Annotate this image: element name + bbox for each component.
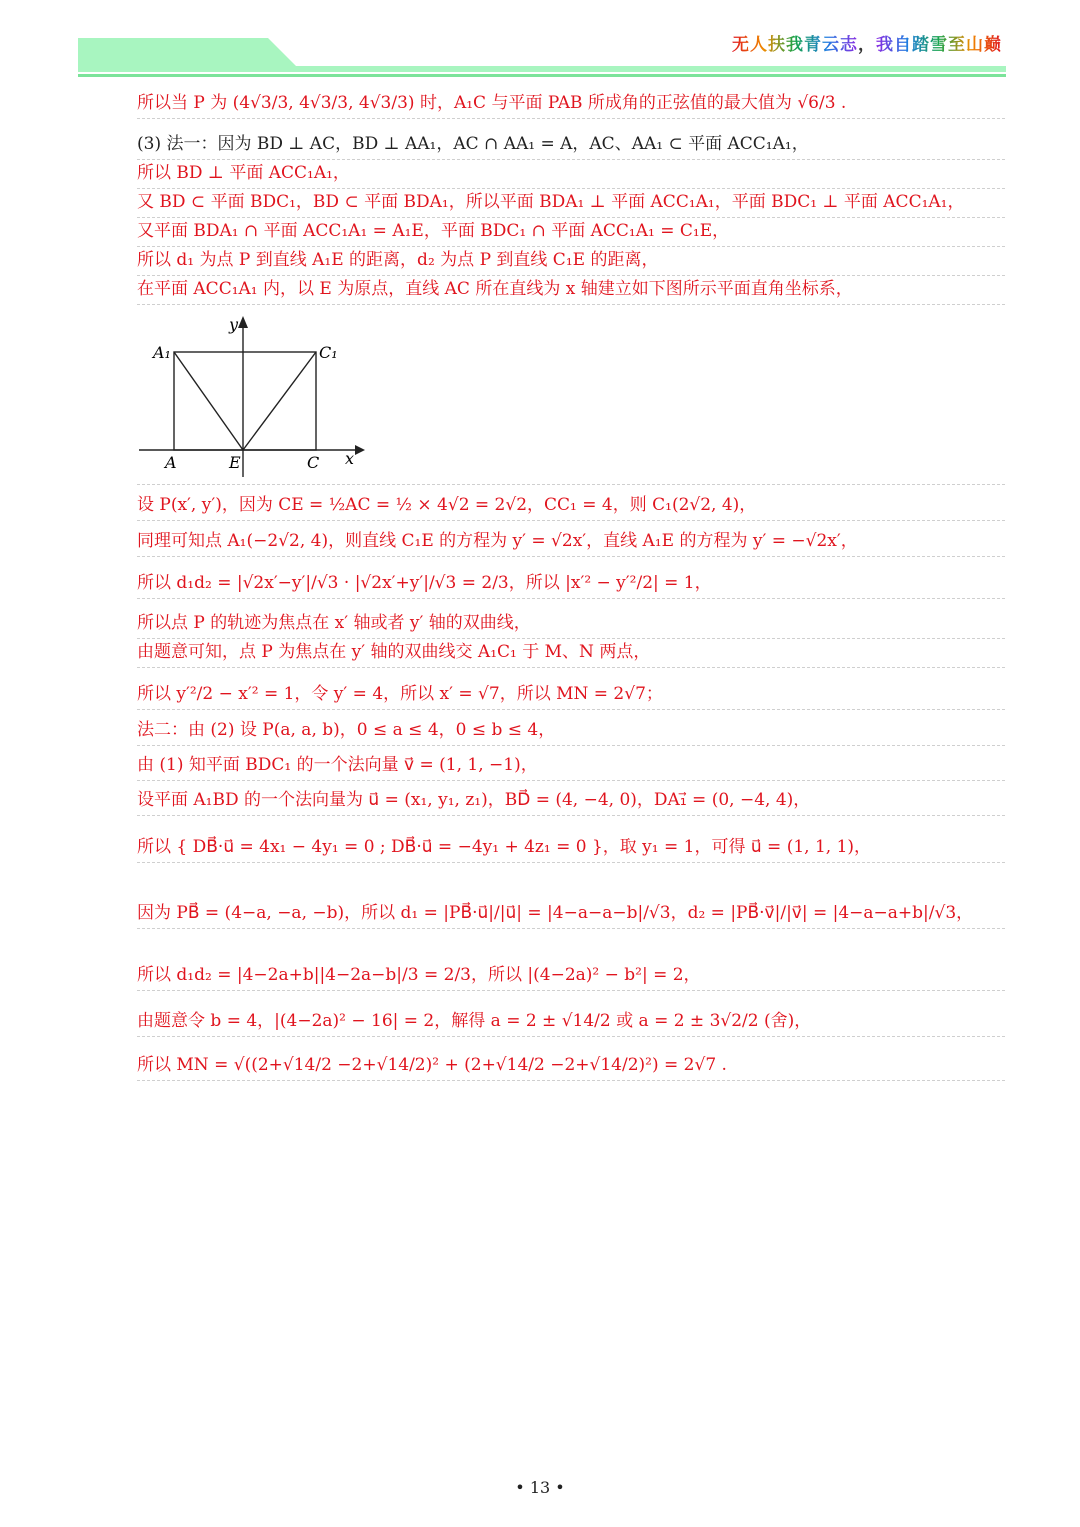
label-a: A	[165, 453, 177, 472]
solution-line: 所以 d₁ 为点 P 到直线 A₁E 的距离，d₂ 为点 P 到直线 C₁E 的距离，	[137, 249, 1005, 276]
rectangle-acc1a1	[174, 352, 316, 450]
solution-line: 因为 PB⃗ = (4−a, −a, −b)，所以 d₁ = |PB⃗·u⃗|/|u⃗| = |4−a−a−b|/√3，d₂ = |PB⃗·v⃗|/|v⃗| = |4−a−a+b|/√3，	[137, 902, 1005, 929]
label-x: x	[345, 449, 355, 468]
page-number: • 13 •	[515, 1478, 565, 1497]
solution-line: 所以点 P 的轨迹为焦点在 x′ 轴或者 y′ 轴的双曲线，	[137, 612, 1005, 639]
coordinate-figure	[137, 312, 367, 482]
line-a1e	[174, 352, 243, 450]
solution-line: 由 (1) 知平面 BDC₁ 的一个法向量 v⃗ = (1, 1, −1)，	[137, 754, 1005, 781]
solution-line: 同理可知点 A₁(−2√2, 4)，则直线 C₁E 的方程为 y′ = √2x′，直线 A₁E 的方程为 y′ = −√2x′，	[137, 530, 1005, 557]
solution-line: 由题意可知，点 P 为焦点在 y′ 轴的双曲线交 A₁C₁ 于 M、N 两点，	[137, 641, 1005, 668]
solution-line: 设 P(x′, y′)，因为 CE = ½AC = ½ × 4√2 = 2√2，CC₁ = 4，则 C₁(2√2, 4)，	[137, 494, 1005, 521]
slogan-part1: 无人扶我青云志	[732, 35, 858, 55]
solution-line: 在平面 ACC₁A₁ 内，以 E 为原点，直线 AC 所在直线为 x 轴建立如下图所示平面直角坐标系，	[137, 278, 1005, 305]
solution-line: 法二：由 (2) 设 P(a, a, b)，0 ≤ a ≤ 4，0 ≤ b ≤ 4，	[137, 719, 1005, 746]
label-a1: A₁	[153, 343, 171, 362]
solution-line: 所以 d₁d₂ = |√2x′−y′|/√3 · |√2x′+y′|/√3 = 2/3，所以 |x′² − y′²/2| = 1，	[137, 572, 1005, 599]
solution-line: 所以 y′²/2 − x′² = 1，令 y′ = 4，所以 x′ = √7，所以 MN = 2√7；	[137, 683, 1005, 710]
solution-line: 所以 { DB⃗·u⃗ = 4x₁ − 4y₁ = 0 ; DB⃗·u⃗ = −4y₁ + 4z₁ = 0 }，取 y₁ = 1，可得 u⃗ = (1, 1, 1)，	[137, 836, 1005, 863]
solution-line: 所以当 P 为 (4√3/3, 4√3/3, 4√3/3) 时，A₁C 与平面 PAB 所成角的正弦值的最大值为 √6/3 .	[137, 92, 1005, 119]
solution-line: 所以 MN = √((2+√14/2 −2+√14/2)² + (2+√14/2 −2+√14/2)²) = 2√7 .	[137, 1054, 1005, 1081]
x-axis-arrow	[355, 445, 365, 455]
solution-line: (3) 法一：因为 BD ⊥ AC，BD ⊥ AA₁，AC ∩ AA₁ = A，AC、AA₁ ⊂ 平面 ACC₁A₁，	[137, 133, 1005, 160]
label-c1: C₁	[319, 343, 338, 362]
figure-separator	[137, 484, 1005, 485]
header-slogan	[732, 30, 1002, 55]
solution-line: 所以 d₁d₂ = |4−2a+b||4−2a−b|/3 = 2/3，所以 |(4−2a)² − b²| = 2，	[137, 964, 1005, 991]
line-c1e	[243, 352, 316, 450]
solution-line: 由题意令 b = 4，|(4−2a)² − 16| = 2，解得 a = 2 ± √14/2 或 a = 2 ± 3√2/2 (舍)，	[137, 1010, 1005, 1037]
label-c: C	[307, 453, 320, 472]
label-e: E	[229, 453, 241, 472]
slogan-comma: ，	[858, 35, 876, 55]
solution-line: 设平面 A₁BD 的一个法向量为 u⃗ = (x₁, y₁, z₁)，BD⃗ = (4, −4, 0)，DA₁⃗ = (0, −4, 4)，	[137, 789, 1005, 816]
solution-line: 所以 BD ⊥ 平面 ACC₁A₁，	[137, 162, 1005, 189]
y-axis-arrow	[238, 316, 248, 328]
solution-line: 又 BD ⊂ 平面 BDC₁，BD ⊂ 平面 BDA₁，所以平面 BDA₁ ⊥ 平面 ACC₁A₁，平面 BDC₁ ⊥ 平面 ACC₁A₁，	[137, 191, 1005, 218]
label-y: y	[229, 315, 239, 334]
slogan-part2: 我自踏雪至山巅	[876, 35, 1002, 55]
solution-line: 又平面 BDA₁ ∩ 平面 ACC₁A₁ = A₁E，平面 BDC₁ ∩ 平面 ACC₁A₁ = C₁E，	[137, 220, 1005, 247]
